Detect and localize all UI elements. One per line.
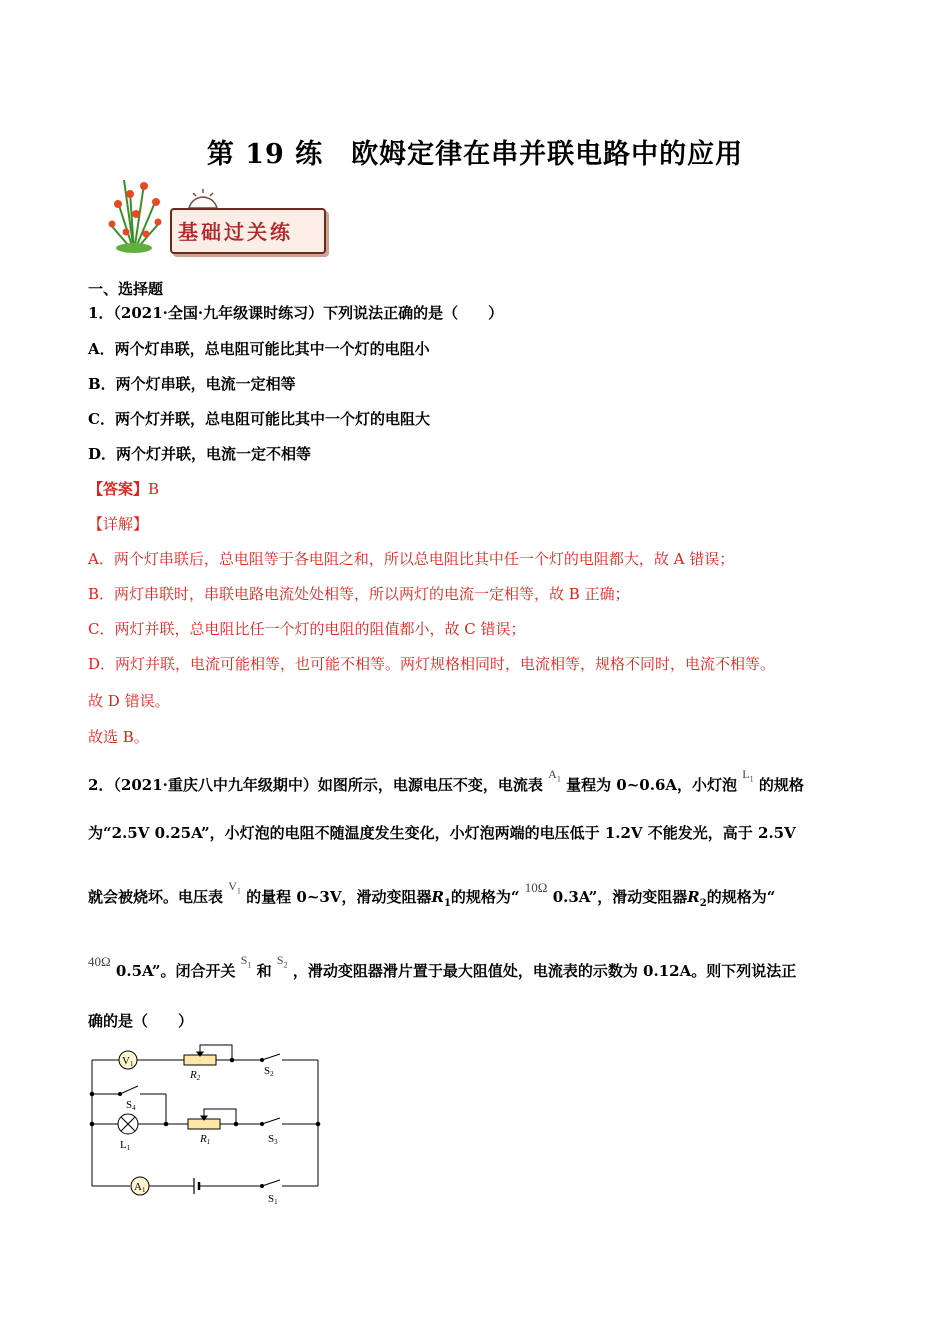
answer-value: B (148, 480, 160, 498)
ammeter-symbol: A1 (548, 767, 561, 784)
q2-text: 2．（2021·重庆八中九年级期中）如图所示，电源电压不变，电流表 (88, 776, 543, 794)
s1-label: S1 (268, 1193, 278, 1206)
s3-label: S3 (268, 1133, 278, 1146)
q2-text: 0.3A”，滑动变阻器 (552, 888, 688, 906)
detail-line-b: B．两灯串联时，串联电路电流处处相等，所以两灯的电流一定相等，故 B 正确； (88, 585, 630, 603)
banner-label: 基础过关练 (178, 220, 293, 244)
a1-label: A1 (134, 1181, 146, 1194)
question-2-line-2: 为“2.5V 0.25A”，小灯泡的电阻不随温度发生变化，小灯泡两端的电压低于 1.2V 不能发光，高于 2.5V (88, 824, 796, 842)
r1-resistance-value: 10Ω (524, 880, 548, 895)
detail-conclusion: 故选 B。 (88, 728, 149, 746)
detail-tag: 【详解】 (88, 515, 149, 533)
lamp-symbol: L1 (742, 767, 754, 784)
answer-line (88, 478, 159, 499)
switch-s1-symbol: S1 (240, 953, 252, 970)
circuit-diagram (86, 1038, 326, 1208)
q2-text: 的规格为“ (706, 888, 776, 906)
s4-label: S4 (126, 1099, 136, 1112)
q1-option-d: D．两个灯并联，电流一定不相等 (88, 445, 312, 463)
v1-label: V1 (122, 1055, 134, 1068)
q2-text: 就会被烧坏。电压表 (88, 888, 224, 906)
q2-text: ，滑动变阻器滑片置于最大阻值处，电流表的示数为 0.12A。则下列说法正 (292, 962, 797, 980)
r2-resistance-value: 40Ω (88, 954, 111, 969)
voltmeter-symbol: V1 (228, 879, 241, 896)
switch-s2-icon (262, 1054, 280, 1060)
sun-cloud-icon (186, 188, 220, 210)
switch-s4-icon (120, 1086, 138, 1094)
q2-text: 的量程 0~3V，滑动变阻器 (246, 888, 432, 906)
q2-text: 的规格为“ (450, 888, 520, 906)
r2-label: R2 (190, 1069, 201, 1082)
page-title: 第 19 练 欧姆定律在串并联电路中的应用 (206, 139, 744, 170)
q1-option-b: B．两个灯串联，电流一定相等 (88, 375, 296, 393)
q2-text: 和 (256, 962, 272, 980)
detail-line-d: D．两灯并联，电流可能相等，也可能不相等。两灯规格相同时，电流相等，规格不同时，电流不相等。 (88, 655, 776, 673)
detail-line-a: A．两个灯串联后，总电阻等于各电阻之和，所以总电阻比其中任一个灯的电阻都大，故 A 错误； (88, 550, 735, 568)
q1-option-c: C．两个灯并联，总电阻可能比其中一个灯的电阻大 (88, 410, 430, 428)
question-2-line-3: 就会被烧坏。电压表 $^{V_1}$ 的量程 0~3V，滑动变阻器$R_1$的规格为“ 10Ω 0.3A”，滑动变阻器$R_2$的规格为“ (88, 879, 776, 909)
q2-text: 量程为 0~0.6A，小灯泡 (566, 776, 738, 794)
q2-text: 0.5A”。闭合开关 (115, 962, 236, 980)
question-2-line-5: 确的是（ ） (88, 1012, 194, 1030)
answer-tag: 【答案】 (88, 480, 149, 498)
switch-s1-icon (262, 1180, 280, 1186)
q2-text: 的规格 (758, 776, 804, 794)
flower-illustration-icon (100, 172, 170, 254)
question-2-line-1 (88, 767, 804, 795)
q1-option-a: A．两个灯串联，总电阻可能比其中一个灯的电阻小 (88, 340, 430, 358)
s2-label: S2 (264, 1065, 274, 1078)
r1-label: R1 (200, 1133, 211, 1146)
detail-line-d-cont: 故 D 错误。 (88, 692, 170, 710)
switch-s3-icon (262, 1118, 280, 1124)
detail-line-c: C．两灯并联，总电阻比任一个灯的电阻的阻值都小，故 C 错误； (88, 620, 526, 638)
question-1-stem: 1．（2021·全国·九年级课时练习）下列说法正确的是（ ） (88, 304, 504, 322)
question-2-line-4 (88, 953, 797, 981)
l1-label: L1 (120, 1139, 131, 1152)
switch-s2-symbol: S2 (276, 953, 288, 970)
section-heading: 一、选择题 (88, 280, 164, 298)
